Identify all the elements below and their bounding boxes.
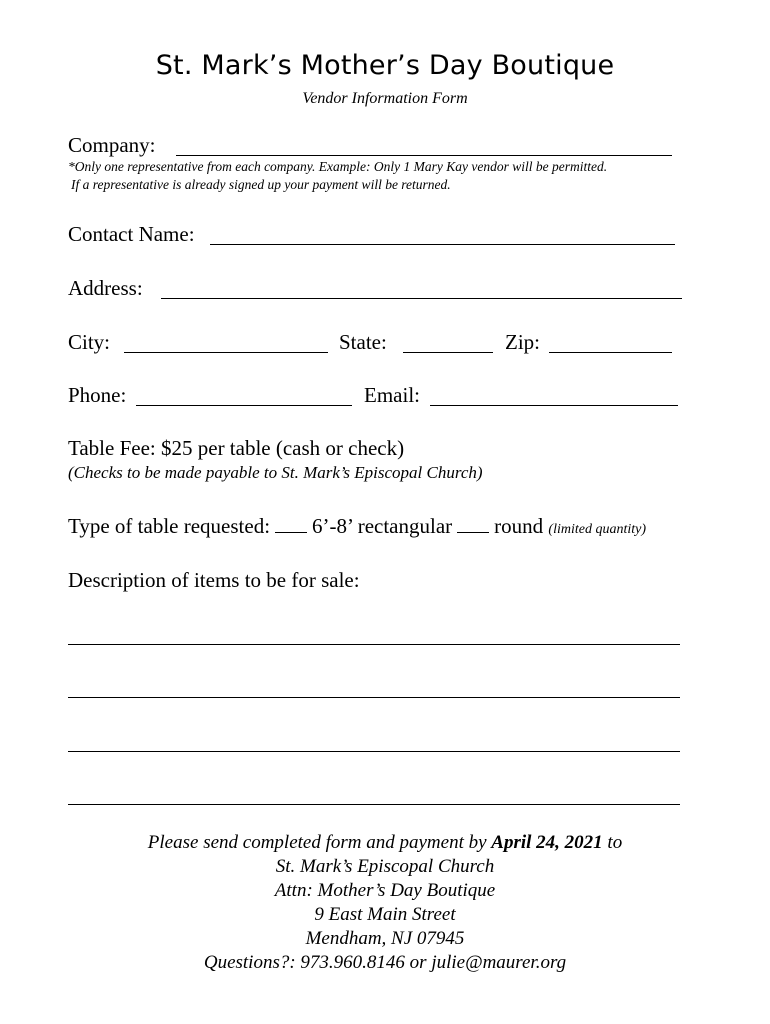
table-type-row xyxy=(68,514,646,539)
description-label: Description of items to be for sale: xyxy=(68,568,360,592)
zip-label: Zip: xyxy=(505,330,540,354)
round-table-note: (limited quantity) xyxy=(548,522,646,537)
round-table-option: round xyxy=(494,514,544,538)
company-note-2: If a representative is already signed up your payment will be returned. xyxy=(71,177,451,192)
table-type-label: Type of table requested: xyxy=(68,514,271,538)
email-field[interactable] xyxy=(430,405,678,406)
description-line-2[interactable] xyxy=(68,697,680,698)
footer-suffix: to xyxy=(607,832,623,853)
phone-field[interactable] xyxy=(136,405,352,406)
state-label: State: xyxy=(339,330,387,354)
round-table-blank[interactable] xyxy=(457,532,489,533)
company-field[interactable] xyxy=(176,155,672,156)
footer-church: St. Mark’s Episcopal Church xyxy=(275,856,495,877)
footer-street: 9 East Main Street xyxy=(314,904,456,925)
email-label: Email: xyxy=(364,383,420,407)
footer-prefix: Please send completed form and payment by xyxy=(147,832,487,853)
footer-city: Mendham, NJ 07945 xyxy=(305,928,465,949)
footer-attn: Attn: Mother’s Day Boutique xyxy=(274,880,496,901)
footer-questions: Questions?: 973.960.8146 or julie@maurer.org xyxy=(203,952,567,973)
table-fee-text: Table Fee: $25 per table (cash or check) xyxy=(68,436,405,460)
zip-field[interactable] xyxy=(549,352,672,353)
phone-label: Phone: xyxy=(68,383,127,407)
description-line-4[interactable] xyxy=(68,804,680,805)
city-label: City: xyxy=(68,330,111,354)
footer-deadline: April 24, 2021 xyxy=(491,832,603,853)
form-title: St. Mark’s Mother’s Day Boutique xyxy=(155,50,615,81)
address-field[interactable] xyxy=(161,298,682,299)
table-fee-note: (Checks to be made payable to St. Mark’s Episcopal Church) xyxy=(68,463,483,482)
address-label: Address: xyxy=(68,276,143,300)
contact-name-field[interactable] xyxy=(210,244,675,245)
description-line-3[interactable] xyxy=(68,751,680,752)
state-field[interactable] xyxy=(403,352,493,353)
company-note-1: *Only one representative from each company. Example: Only 1 Mary Kay vendor will be permitted. xyxy=(68,159,608,174)
company-label: Company: xyxy=(68,133,156,157)
city-field[interactable] xyxy=(124,352,328,353)
rectangular-table-option: 6’-8’ rectangular xyxy=(312,514,453,538)
footer-instructions xyxy=(0,831,770,855)
contact-name-label: Contact Name: xyxy=(68,222,195,246)
description-line-1[interactable] xyxy=(68,644,680,645)
rectangular-table-blank[interactable] xyxy=(275,532,307,533)
form-subtitle: Vendor Information Form xyxy=(302,90,468,107)
